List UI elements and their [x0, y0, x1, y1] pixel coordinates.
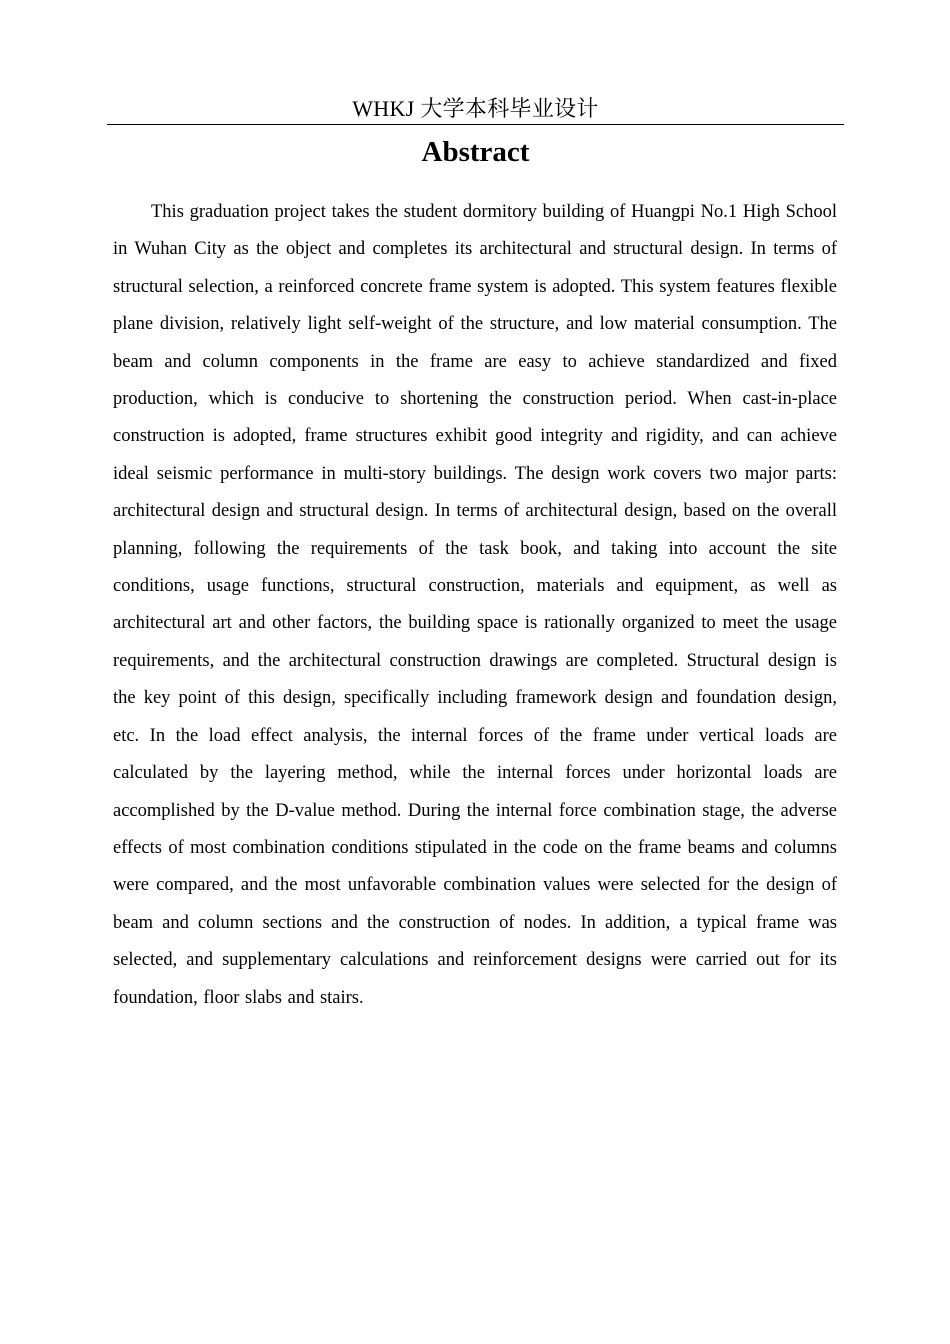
abstract-body: This graduation project takes the student dormitory building of Huangpi No.1 High School in Wuhan City as the object and completes its architectural and structural design. In terms of structural selection, a reinforced concrete frame system is adopted. This system features flexible plane division, relatively light self-weight of the structure, and low material consumption. The beam and column components in the frame are easy to achieve standardized and fixed production, which is conducive to shortening the construction period. When cast-in-place construction is adopted, frame structures exhibit good integrity and rigidity, and can achieve ideal seismic performance in multi-story buildings. The design work covers two major parts: architectural design and structural design. In terms of architectural design, based on the overall planning, following the requirements of the task book, and taking into account the site conditions, usage functions, structural construction, materials and equipment, as well as architectural art and other factors, the building space is rationally organized to meet the usage requirements, and the architectural construction drawings are completed. Structural design is the key point of this design, specifically including framework design and foundation design, etc. In the load effect analysis, the internal forces of the frame under vertical loads are calculated by the layering method, while the internal forces under horizontal loads are accomplished by the D-value method. During the internal force combination stage, the adverse effects of most combination conditions stipulated in the code on the frame beams and columns were compared, and the most unfavorable combination values were selected for the design of beam and column sections and the construction of nodes. In addition, a typical frame was selected, and supplementary calculations and reinforcement designs were carried out for its foundation, floor slabs and stairs.: [113, 202, 837, 1008]
header-rule: [107, 124, 844, 125]
running-header: WHKJ 大学本科毕业设计: [352, 96, 599, 121]
abstract-title: Abstract: [421, 136, 530, 168]
